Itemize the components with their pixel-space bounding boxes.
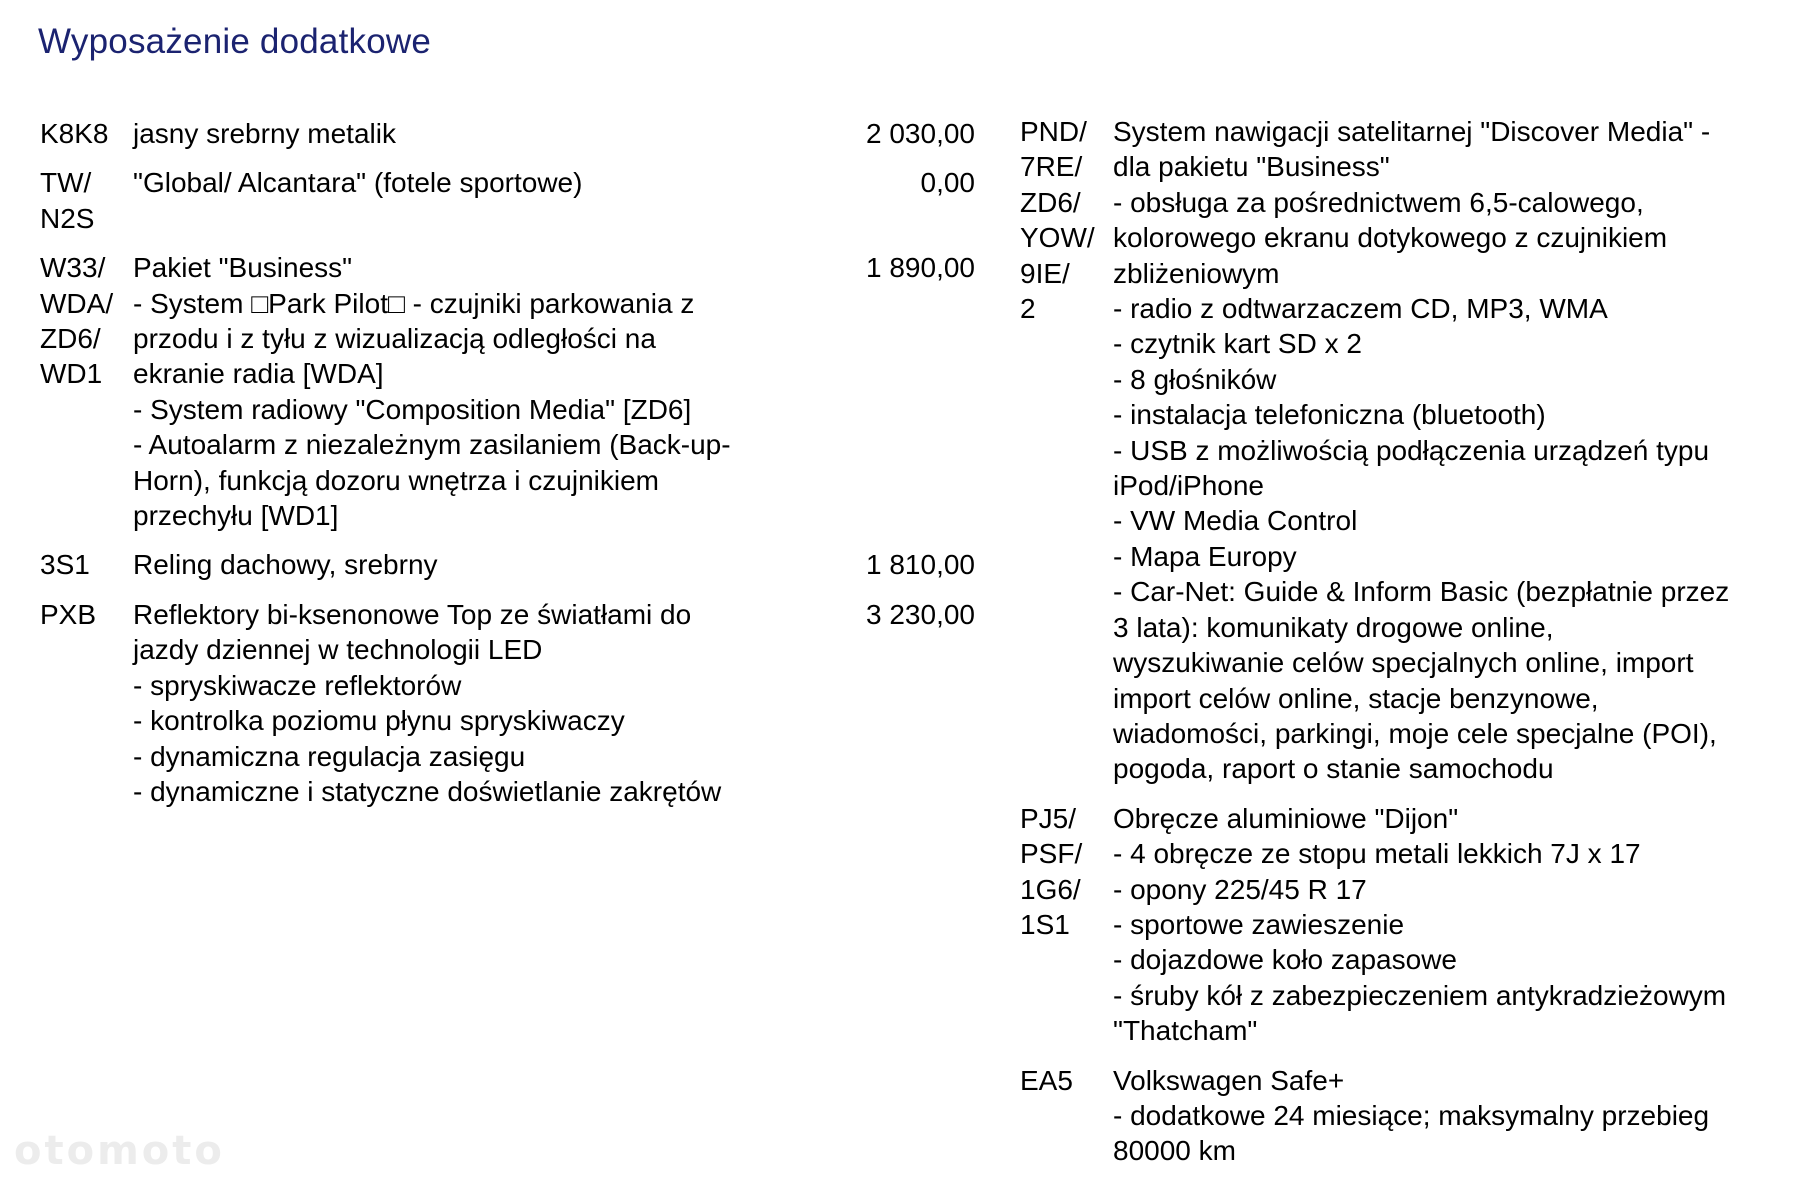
item-price: 1 810,00 xyxy=(866,549,975,581)
item-description: System nawigacji satelitarnej "Discover Media" - dla pakietu "Business" - obsługa za pośrednictwem 6,5-calowego, kolorowego ekranu dotykowego z czujnikiem zbliżeniowym - radio z odtwarzaczem CD, MP3, WMA - czytnik kart SD x 2 - 8 głośników - instalacja telefoniczna (bluetooth) - USB z możliwością podłączenia urządzeń typu iPod/iPhone - VW Media Control - Mapa Europy - Car-Net: Guide & Inform Basic (bezpłatnie przez 3 lata): komunikaty drogowe online, wyszukiwanie celów specjalnych online, import import celów online, stacje benzynowe, wiadomości, parkingi, moje cele specjalne (POI), pogoda, raport o stanie samochodu xyxy=(1113,116,1730,785)
item-description: Volkswagen Safe+ - dodatkowe 24 miesiące; maksymalny przebieg 80000 km xyxy=(1113,1064,1710,1167)
item-price: 0,00 xyxy=(920,167,975,199)
item-description: Obręcze aluminiowe "Dijon" - 4 obręcze ze stopu metali lekkich 7J x 17 - opony 225/45 R 17 - sportowe zawieszenie - dojazdowe koło zapasowe - śruby kół z zabezpieczeniem antykradzieżowym "Thatcham" xyxy=(1113,802,1727,1047)
equipment-item xyxy=(40,116,975,151)
item-code: 3S1 xyxy=(40,549,90,581)
equipment-item xyxy=(1020,801,1780,1049)
equipment-item xyxy=(1020,114,1780,787)
item-description: "Global/ Alcantara" (fotele sportowe) xyxy=(133,167,583,199)
equipment-item xyxy=(1020,1063,1780,1169)
left-equipment-list xyxy=(40,116,975,823)
item-description: jasny srebrny metalik xyxy=(133,118,396,149)
item-price: 3 230,00 xyxy=(866,598,975,630)
item-price: 1 890,00 xyxy=(866,252,975,284)
item-code: W33/ WDA/ ZD6/ WD1 xyxy=(40,252,114,390)
item-code: PXB xyxy=(40,598,97,630)
item-code: PJ5/ PSF/ 1G6/ 1S1 xyxy=(1020,802,1083,940)
equipment-item xyxy=(40,547,975,582)
item-description: Reflektory bi-ksenonowe Top ze światłami do jazdy dziennej w technologii LED - spryskiwacze reflektorów - kontrolka poziomu płynu spryskiwaczy - dynamiczna regulacja zasięgu - dynamiczne i statyczne doświetlanie zakrętów xyxy=(133,598,722,807)
equipment-item xyxy=(40,165,975,236)
item-code: K8K8 xyxy=(40,118,109,149)
equipment-item xyxy=(40,597,975,809)
item-description: Pakiet "Business" - System □Park Pilot□ - czujniki parkowania z przodu i z tyłu z wizualizacją odległości na ekranie radia [WDA] - System radiowy "Composition Media" [ZD6] - Autoalarm z niezależnym zasilaniem (Back-up- Horn), funkcją dozoru wnętrza i czujnikiem przechyłu [WD1] xyxy=(133,252,731,532)
item-code: PND/ 7RE/ ZD6/ YOW/ 9IE/ 2 xyxy=(1020,116,1095,325)
equipment-item xyxy=(40,250,975,533)
right-equipment-list xyxy=(1020,114,1780,1183)
item-code: EA5 xyxy=(1020,1064,1073,1096)
watermark-logo: otomoto xyxy=(14,1128,225,1174)
page-title: Wyposażenie dodatkowe xyxy=(38,22,432,61)
item-description: Reling dachowy, srebrny xyxy=(133,549,438,581)
item-price: 2 030,00 xyxy=(866,118,975,149)
item-code: TW/ N2S xyxy=(40,167,95,234)
